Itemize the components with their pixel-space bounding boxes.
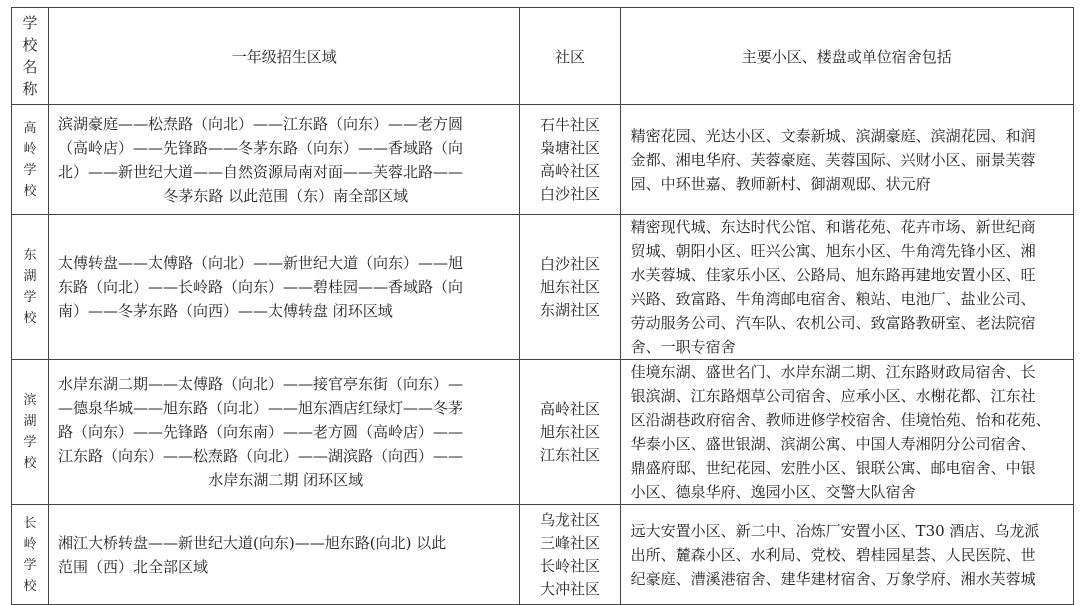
community-cell: 白沙社区 旭东社区 东湖社区 [520,215,620,360]
header-community: 社区 [520,8,620,105]
school-name-cell: 高 岭 学 校 [12,105,49,215]
area-cell: 水岸东湖二期——太傅路（向北）——接官亭东街（向东）— —德泉华城——旭东路（向北）——旭东酒店红绿灯——冬茅 路（向东）——先锋路（向东南）——老方圆（高岭店）—— 江东路（向东）——松焘路（向北）——湖滨路（向西）—— 水岸东湖二期 闭环区域 [49,360,520,505]
community-cell: 高岭社区 旭东社区 江东社区 [520,360,620,505]
header-includes: 主要小区、楼盘或单位宿舍包括 [620,8,1073,105]
school-name-cell: 滨 湖 学 校 [12,360,49,505]
school-name-cell: 东 湖 学 校 [12,215,49,360]
community-cell: 乌龙社区 三峰社区 长岭社区 大冲社区 [520,505,620,605]
table-header-row [12,8,1074,105]
school-name-cell: 长 岭 学 校 [12,505,49,605]
header-area: 一年级招生区域 [49,8,520,105]
table-row [12,105,1074,215]
area-cell: 太傅转盘——太傅路（向北）——新世纪大道（向东）——旭 东路（向北）——长岭路（向东）——碧桂园——香域路（向 南）——冬茅东路（向西）——太傅转盘 闭环区域 [49,215,520,360]
header-school-name: 学 校 名 称 [12,8,49,105]
community-cell: 石牛社区 枭塘社区 高岭社区 白沙社区 [520,105,620,215]
includes-cell: 精密现代城、东达时代公馆、和谐花苑、花卉市场、新世纪商 贸城、朝阳小区、旺兴公寓、旭东小区、牛角湾先锋小区、湘 水芙蓉城、佳家乐小区、公路局、旭东路再建地安置小区、旺 兴路、致富路、牛角湾邮电宿舍、粮站、电池厂、盐业公司、 劳动服务公司、汽车队、农机公司、致富路教研室、老法院宿 舍、一职专宿舍 [620,215,1073,360]
enrollment-table [11,7,1074,605]
table-row [12,215,1074,360]
includes-cell: 精密花园、光达小区、文泰新城、滨湖豪庭、滨湖花园、和润 金都、湘电华府、芙蓉豪庭、芙蓉国际、兴财小区、丽景芙蓉 园、中环世嘉、教师新村、御湖观邸、状元府 [620,105,1073,215]
area-cell: 滨湖豪庭——松焘路（向北）——江东路（向东）——老方圆 （高岭店）——先锋路——冬茅东路（向东）——香域路（向 北）——新世纪大道——自然资源局南对面——芙蓉北路—— 冬茅东路 以此范围（东）南全部区域 [49,105,520,215]
includes-cell: 远大安置小区、新二中、冶炼厂安置小区、T30 酒店、乌龙派 出所、麓森小区、水利局、党校、碧桂园星荟、人民医院、世 纪豪庭、漕溪港宿舍、建华建材宿舍、万象学府、湘水芙蓉城 [620,505,1073,605]
includes-cell: 佳境东湖、盛世名门、水岸东湖二期、江东路财政局宿舍、长 银滨湖、江东路烟草公司宿舍、应承小区、水榭花都、江东社 区沿湖巷政府宿舍、教师进修学校宿舍、佳境怡苑、怡和花苑、 华泰小区、盛世银湖、滨湖公寓、中国人寿湘阴分公司宿舍、 鼎盛府邸、世纪花园、宏胜小区、银联公寓、邮电宿舍、中银 小区、德泉华府、逸园小区、交警大队宿舍 [620,360,1073,505]
table-row [12,360,1074,505]
area-cell: 湘江大桥转盘——新世纪大道(向东)——旭东路(向北) 以此 范围（西）北全部区域 [49,505,520,605]
table-row [12,505,1074,605]
